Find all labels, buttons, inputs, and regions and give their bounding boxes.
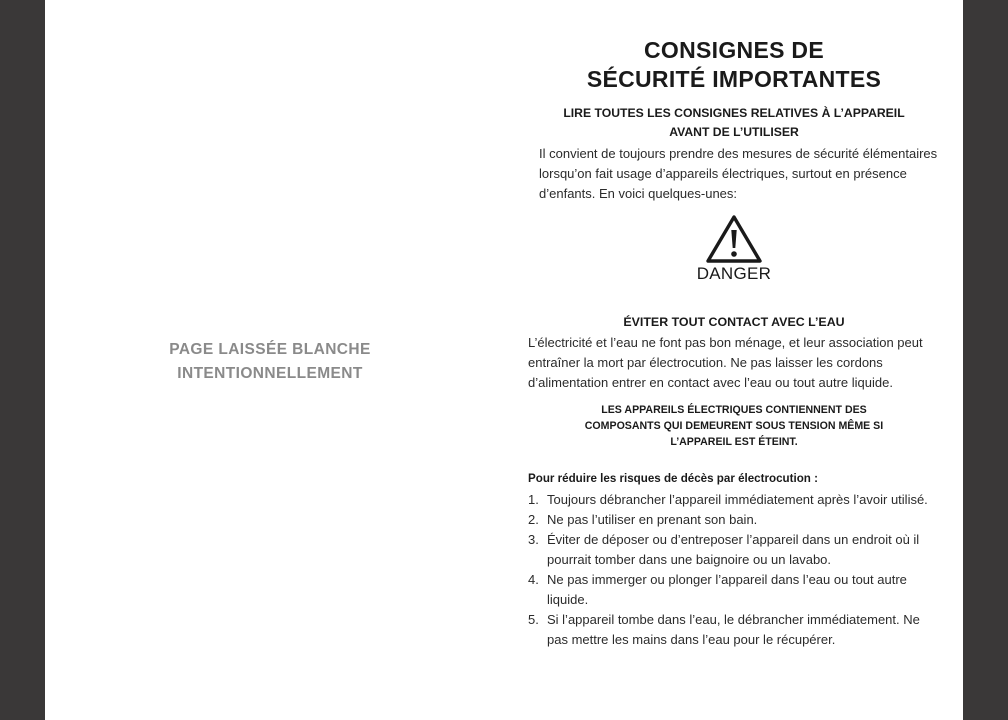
list-item (528, 510, 940, 530)
title-line-2: SÉCURITÉ IMPORTANTES (586, 66, 882, 92)
list-item-number: 4. (528, 572, 539, 587)
subtitle-line-1: LIRE TOUTES LES CONSIGNES RELATIVES À L’APPAREIL (563, 106, 905, 120)
list-item-text: Éviter de déposer ou d’entreposer l’appareil dans un endroit où il pourrait tomber dans une baignoire ou un lavabo. (547, 532, 920, 567)
list-item-number: 3. (528, 532, 539, 547)
warning-line-2: COMPOSANTS QUI DEMEURENT SOUS TENSION MÊME SI (584, 420, 884, 432)
blank-note-line-2: INTENTIONNELLEMENT (177, 365, 363, 382)
section-paragraph: L’électricité et l’eau ne font pas bon ménage, et leur association peut entraîner la mort par électrocution. Ne pas laisser les cordons d’alimentation entrer en contact avec l’eau ou tout autre liquide. (528, 335, 923, 390)
list-item-number: 5. (528, 612, 539, 627)
blank-note-line-1: PAGE LAISSÉE BLANCHE (169, 341, 371, 358)
warning-triangle-icon (705, 214, 763, 264)
safety-steps-list (528, 490, 940, 650)
intro-paragraph: Il convient de toujours prendre des mesures de sécurité élémentaires lorsqu’on fait usage d’appareils électriques, surtout en présence d’enfants. En voici quelques-unes: (539, 146, 938, 201)
right-page (528, 0, 940, 720)
list-item-number: 1. (528, 492, 539, 507)
list-item (528, 490, 940, 510)
danger-block (528, 214, 940, 294)
list-item (528, 610, 940, 650)
list-item-number: 2. (528, 512, 539, 527)
warning-notice (528, 402, 940, 450)
list-item-text: Toujours débrancher l’appareil immédiatement après l’avoir utilisé. (547, 492, 928, 507)
section-heading: ÉVITER TOUT CONTACT AVEC L’EAU (623, 315, 845, 329)
list-item-text: Ne pas l’utiliser en prenant son bain. (547, 512, 758, 527)
page-title (528, 36, 940, 94)
warning-line-3: L’APPAREIL EST ÉTEINT. (670, 436, 798, 448)
reduce-risk-heading: Pour réduire les risques de décès par électrocution : (528, 472, 818, 485)
left-page (45, 0, 505, 720)
title-line-1: CONSIGNES DE (644, 37, 824, 63)
list-item-text: Si l’appareil tombe dans l’eau, le débrancher immédiatement. Ne pas mettre les mains dans l’eau pour le récupérer. (547, 612, 920, 647)
subtitle (528, 104, 940, 142)
warning-line-1: LES APPAREILS ÉLECTRIQUES CONTIENNENT DES (601, 404, 867, 416)
list-item-text: Ne pas immerger ou plonger l’appareil dans l’eau ou tout autre liquide. (547, 572, 907, 607)
danger-label: DANGER (696, 264, 772, 283)
document-spread (45, 0, 963, 720)
subtitle-line-2: AVANT DE L’UTILISER (669, 125, 799, 139)
list-item (528, 530, 940, 570)
list-item (528, 570, 940, 610)
blank-page-note (45, 338, 495, 386)
